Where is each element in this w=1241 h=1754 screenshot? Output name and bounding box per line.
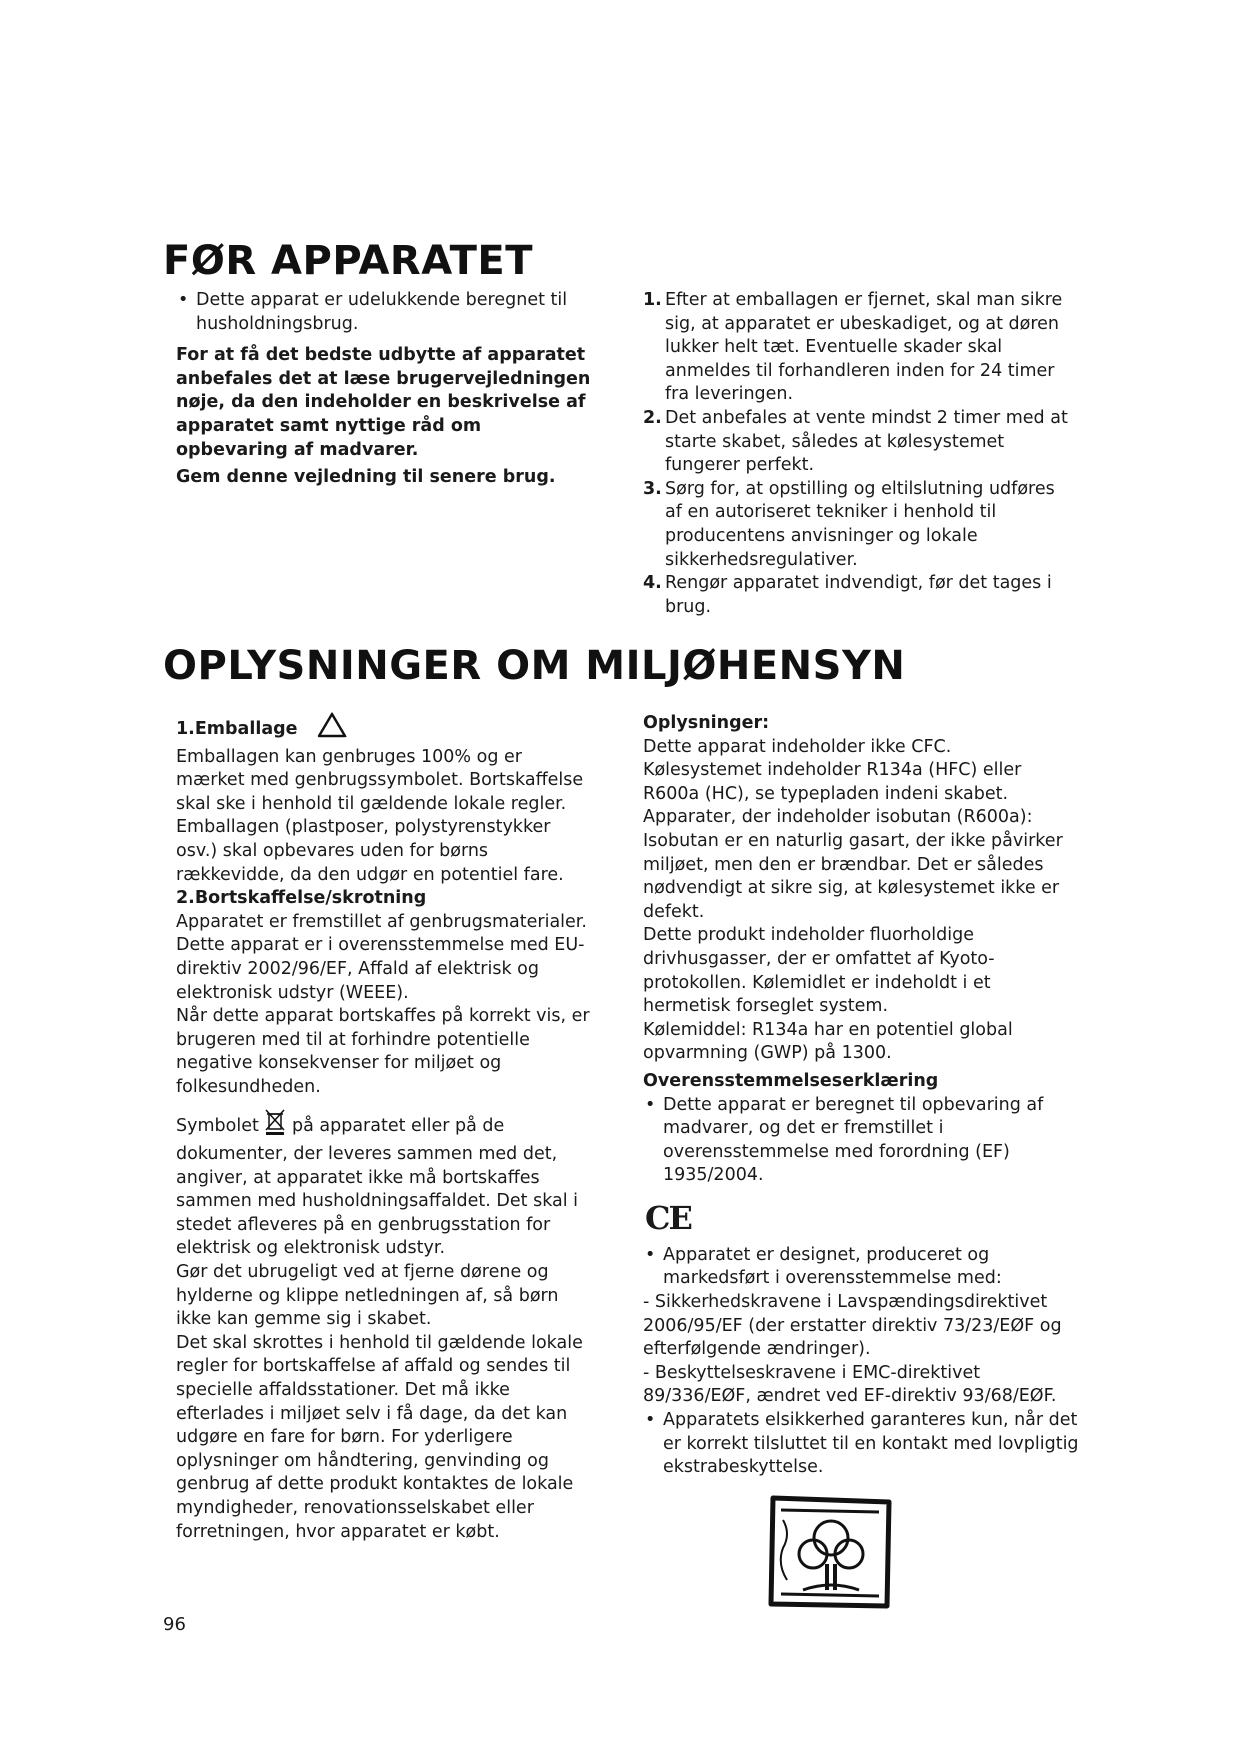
conformity-designed: • Apparatet er designet, produceret og markedsført i overensstemmelse med:	[643, 1244, 1083, 1291]
disposal-p2: Dette apparat er i overensstemmelse med EU-direktiv 2002/96/EF, Affald af elektrisk og elektronisk udstyr (WEEE).	[176, 935, 585, 1003]
section-title-before-use: FØR APPARATET	[163, 238, 533, 284]
environment-left-column	[176, 712, 594, 1544]
info-heading: Oplysninger:	[643, 713, 770, 733]
environment-right-column	[643, 712, 1083, 1610]
packaging-text: Emballagen kan genbruges 100% og er mærket med genbrugssymbolet. Bortskaffelse skal ske i henhold til gældende lokale regler. Emballagen (plastposer, polystyrenstykker osv.) skal opbevares uden for børns rækkevidde, da den udgør en potentiel fare.	[176, 746, 584, 885]
crossed-bin-icon	[264, 1108, 286, 1144]
info-fluorinated-gases: Dette produkt indeholder fluorholdige drivhusgasser, der er omfattet af Kyoto-protokollen. Kølemidlet er indeholdt i et hermetisk forseglet system.	[643, 925, 995, 1017]
info-cfc: Dette apparat indeholder ikke CFC.	[643, 736, 952, 757]
household-use-note: • Dette apparat er udelukkende beregnet til husholdningsbrug.	[176, 289, 596, 336]
step-item: 4. Rengør apparatet indvendigt, før det tages i brug.	[643, 573, 1052, 617]
directive-lvd: - Sikkerhedskravene i Lavspændingsdirektivet 2006/95/EF (der erstatter direktiv 73/23/EØF og efterfølgende ændringer).	[643, 1292, 1062, 1360]
ce-mark-icon: CE	[645, 1198, 691, 1237]
disposal-p5: Det skal skrottes i henhold til gældende lokale regler for bortskaffelse af affald og sendes til specielle affaldsstationer. Det må ikke efterlades i miljøet selv i få dage, da det kan udgøre en fare for børn. For yderligere oplysninger om håndtering, genvinding og genbrug af dette produkt kontaktes de lokale myndigheder, renovationsselskabet eller forretningen, hvor apparatet er købt.	[176, 1332, 583, 1542]
keep-manual-note: Gem denne vejledning til senere brug.	[176, 467, 556, 488]
info-gwp: Kølemiddel: R134a har en potentiel global opvarmning (GWP) på 1300.	[643, 1019, 1013, 1064]
section-title-environment: OPLYSNINGER OM MILJØHENSYN	[163, 643, 906, 689]
page-number: 96	[163, 1614, 186, 1635]
disposal-heading: 2.Bortskaffelse/skrotning	[176, 888, 427, 909]
electrical-safety-note: • Apparatets elsikkerhed garanteres kun, når det er korrekt tilsluttet til en kontakt med lovpligtig ekstrabeskyttelse.	[643, 1409, 1083, 1480]
step-item: 3. Sørg for, at opstilling og eltilslutning udføres af en autoriseret tekniker i henhold til producentens anvisninger og lokale sikkerhedsregulativer.	[643, 478, 1055, 570]
disposal-p3: Når dette apparat bortskaffes på korrekt vis, er brugeren med til at forhindre potentielle negative konsekvenser for miljøet og folkesundheden.	[176, 1006, 590, 1097]
recycle-icon	[317, 712, 347, 746]
eco-tree-icon	[767, 1494, 895, 1610]
packaging-heading-row	[176, 712, 594, 746]
before-use-steps	[643, 289, 1073, 619]
packaging-heading: 1.Emballage	[176, 718, 298, 739]
read-manual-note: For at få det bedste udbytte af apparatet anbefales det at læse brugervejledningen nøje, da den indeholder en beskrivelse af apparatet samt nyttige råd om opbevaring af madvarer.	[176, 345, 591, 460]
conformity-food-contact: • Dette apparat er beregnet til opbevaring af madvarer, og det er fremstillet i overensstemmelse med forordning (EF) 1935/2004.	[643, 1094, 1083, 1188]
disposal-p1: Apparatet er fremstillet af genbrugsmaterialer.	[176, 911, 587, 932]
before-use-left-column	[176, 289, 596, 490]
step-item: 1. Efter at emballagen er fjernet, skal man sikre sig, at apparatet er ubeskadiget, og at døren lukker helt tæt. Eventuelle skader skal anmeldes til forhandleren inden for 24 timer fra leveringen.	[643, 290, 1063, 405]
weee-symbol-paragraph: Symbolet på apparatet eller på de dokumenter, der leveres sammen med det, angiver, at apparatet ikke må bortskaffes sammen med husholdningsaffaldet. Det skal i stedet afleveres på en genbrugsstation for elektrisk og elektronisk udstyr.	[176, 1108, 594, 1262]
info-isobutane: Apparater, der indeholder isobutan (R600a): Isobutan er en naturlig gasart, der ikke påvirker miljøet, men den er brændbar. Det er således nødvendigt at sikre sig, at kølesystemet ikke er defekt.	[643, 807, 1063, 922]
info-refrigerant: Kølesystemet indeholder R134a (HFC) eller R600a (HC), se typepladen indeni skabet.	[643, 760, 1022, 804]
step-item: 2. Det anbefales at vente mindst 2 timer med at starte skabet, således at kølesystemet fungerer perfekt.	[643, 407, 1068, 476]
conformity-heading: Overensstemmelseserklæring	[643, 1070, 939, 1091]
disposal-p4: Gør det ubrugeligt ved at fjerne dørene og hylderne og klippe netledningen af, så børn ikke kan gemme sig i skabet.	[176, 1262, 559, 1330]
directive-emc: - Beskyttelseskravene i EMC-direktivet 89/336/EØF, ændret ved EF-direktiv 93/68/EØF.	[643, 1362, 1057, 1407]
